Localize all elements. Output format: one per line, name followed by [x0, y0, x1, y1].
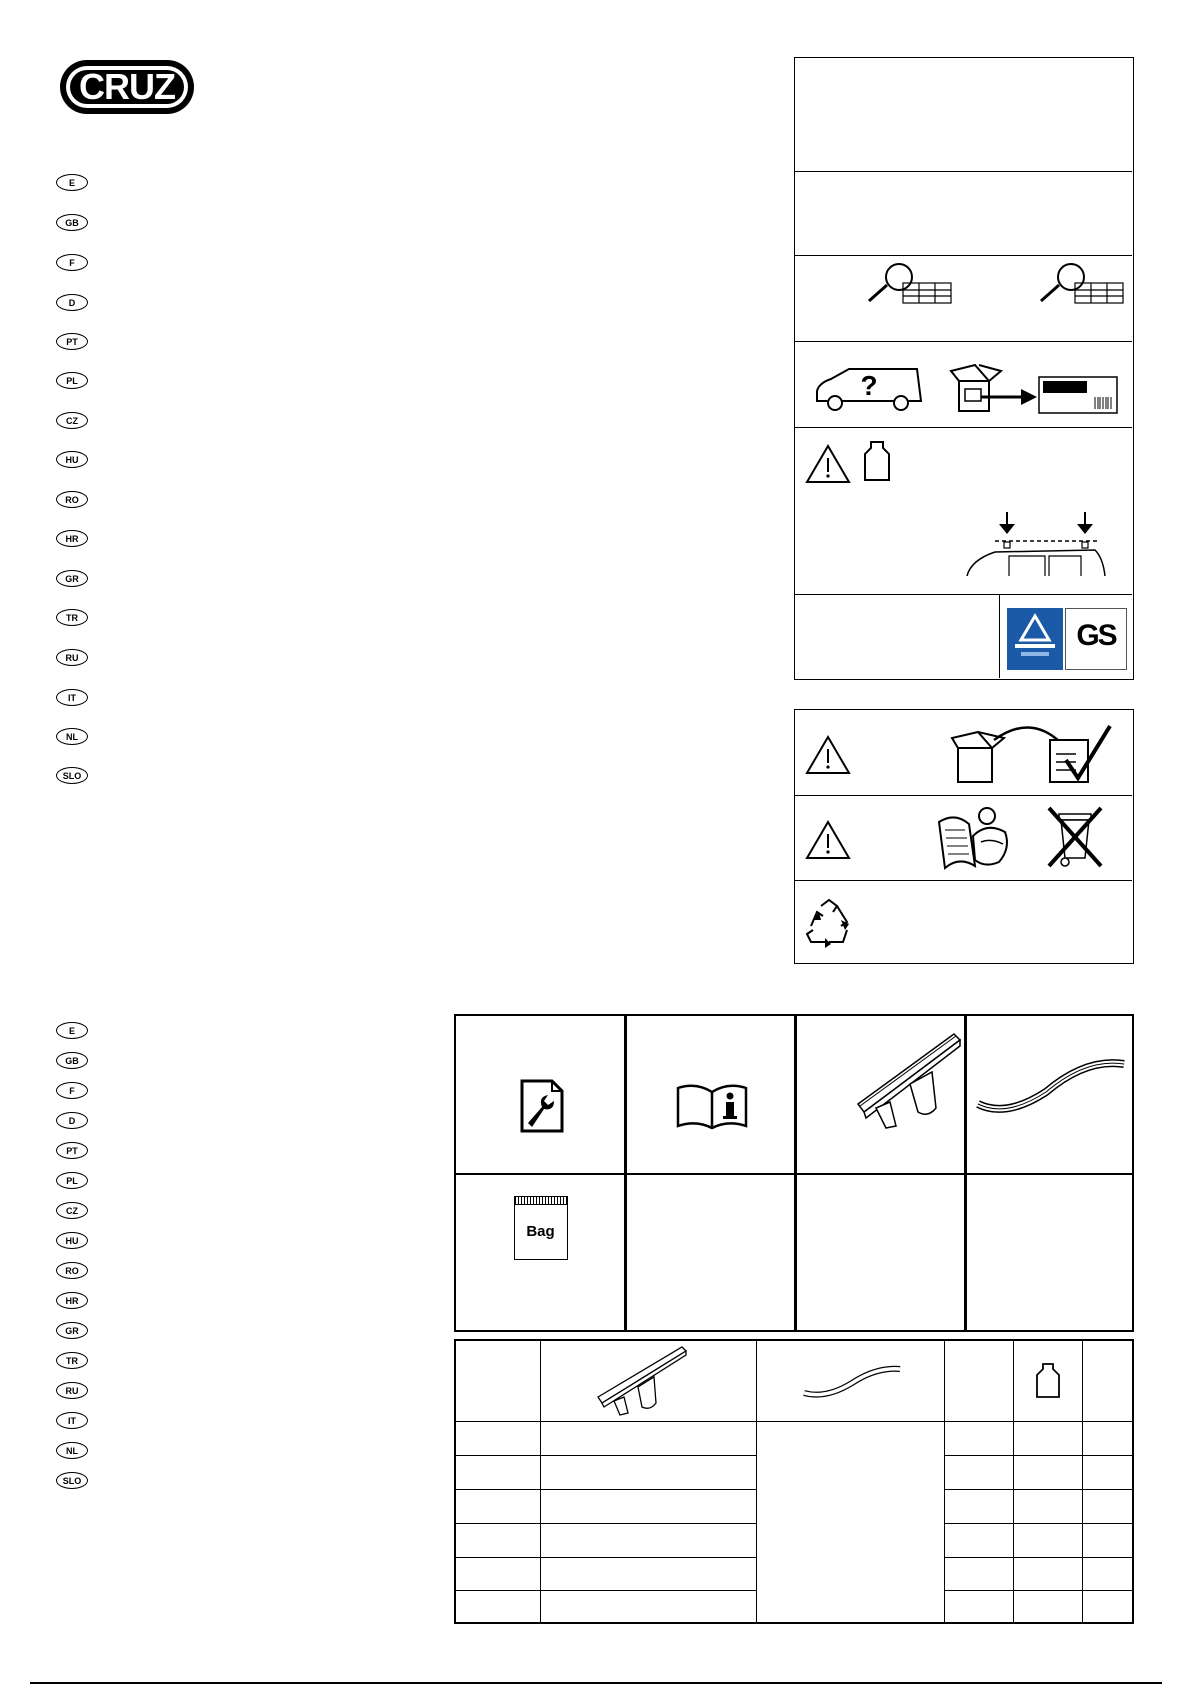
rubber-strip-icon — [802, 1359, 902, 1399]
gs-badge — [1065, 608, 1127, 670]
divider — [456, 1489, 756, 1490]
lang-badge: GR — [56, 1322, 88, 1339]
roof-bar-icon — [856, 1032, 966, 1132]
divider — [456, 1590, 756, 1591]
roof-bar-icon — [596, 1345, 696, 1417]
bag-label: Bag — [526, 1223, 555, 1240]
lang-badge: IT — [56, 689, 88, 706]
lang-badge: E — [56, 174, 88, 191]
warning-icon — [805, 735, 851, 775]
bag-zip — [515, 1197, 567, 1205]
cruz-logo — [58, 58, 196, 116]
divider — [456, 1421, 1132, 1422]
svg-text:?: ? — [860, 370, 878, 401]
lang-badge: SLO — [56, 1472, 88, 1489]
lang-badge: GB — [56, 214, 88, 231]
divider — [999, 594, 1000, 678]
divider — [456, 1173, 1132, 1175]
lang-badge: HU — [56, 451, 88, 468]
disposal-panel — [794, 709, 1134, 964]
divider — [795, 341, 1132, 342]
lang-badge: HU — [56, 1232, 88, 1249]
footer-rule — [30, 1682, 1162, 1684]
kit-contents-grid — [454, 1014, 1134, 1332]
lang-badge: NL — [56, 728, 88, 745]
reading-person-icon — [935, 802, 1015, 872]
box-to-checklist-icon — [950, 718, 1116, 786]
lang-badge: F — [56, 1082, 88, 1099]
box-label-icon — [945, 363, 1120, 415]
divider — [540, 1341, 541, 1622]
weight-icon — [861, 438, 893, 482]
lang-badge: E — [56, 1022, 88, 1039]
tuv-triangle-icon — [1007, 608, 1063, 658]
lang-badge: PT — [56, 1142, 88, 1159]
lang-badge: F — [56, 254, 88, 271]
divider — [944, 1590, 1132, 1591]
warning-icon — [805, 444, 851, 484]
divider — [944, 1523, 1132, 1524]
rubber-strip-icon — [976, 1044, 1126, 1114]
divider — [795, 795, 1132, 796]
crossed-bin-icon — [1045, 804, 1105, 870]
lang-badge: HR — [56, 1292, 88, 1309]
divider — [795, 255, 1132, 256]
lang-badge: CZ — [56, 1202, 88, 1219]
recycle-icon — [803, 898, 855, 950]
magnifier-table-icon — [1039, 263, 1129, 303]
logo-text: CRUZ — [79, 66, 175, 107]
lang-badge: GR — [56, 570, 88, 587]
lang-badge: RU — [56, 649, 88, 666]
compatibility-table — [454, 1339, 1134, 1624]
lang-badge: RO — [56, 1262, 88, 1279]
divider — [795, 171, 1132, 172]
divider — [944, 1341, 945, 1622]
divider — [456, 1455, 756, 1456]
divider — [1013, 1341, 1014, 1622]
lang-badge: GB — [56, 1052, 88, 1069]
roof-load-diagram-icon — [965, 510, 1115, 580]
lang-badge: CZ — [56, 412, 88, 429]
divider — [456, 1557, 756, 1558]
lang-badge: TR — [56, 1352, 88, 1369]
lang-badge: RO — [56, 491, 88, 508]
lang-badge: NL — [56, 1442, 88, 1459]
lang-badge: RU — [56, 1382, 88, 1399]
lang-badge: PL — [56, 372, 88, 389]
warning-icon — [805, 820, 851, 860]
lang-badge: D — [56, 294, 88, 311]
divider — [795, 594, 1132, 595]
info-book-icon — [676, 1082, 748, 1130]
tuv-badge — [1007, 608, 1063, 670]
divider — [456, 1523, 756, 1524]
info-panel — [794, 57, 1134, 680]
divider — [944, 1455, 1132, 1456]
lang-badge: PL — [56, 1172, 88, 1189]
tool-sheet-icon — [516, 1079, 566, 1133]
weight-icon — [1034, 1361, 1062, 1399]
lang-badge: SLO — [56, 767, 88, 784]
divider — [795, 427, 1132, 428]
divider — [944, 1557, 1132, 1558]
lang-badge: D — [56, 1112, 88, 1129]
divider — [795, 880, 1132, 881]
divider — [756, 1341, 757, 1622]
lang-badge: PT — [56, 333, 88, 350]
divider — [1082, 1341, 1083, 1622]
gs-text: GS — [1076, 619, 1116, 652]
lang-badge: TR — [56, 609, 88, 626]
divider — [944, 1489, 1132, 1490]
lang-badge: IT — [56, 1412, 88, 1429]
bag-icon — [514, 1196, 568, 1260]
van-question-icon — [813, 365, 923, 415]
magnifier-table-icon — [867, 263, 957, 303]
lang-badge: HR — [56, 530, 88, 547]
